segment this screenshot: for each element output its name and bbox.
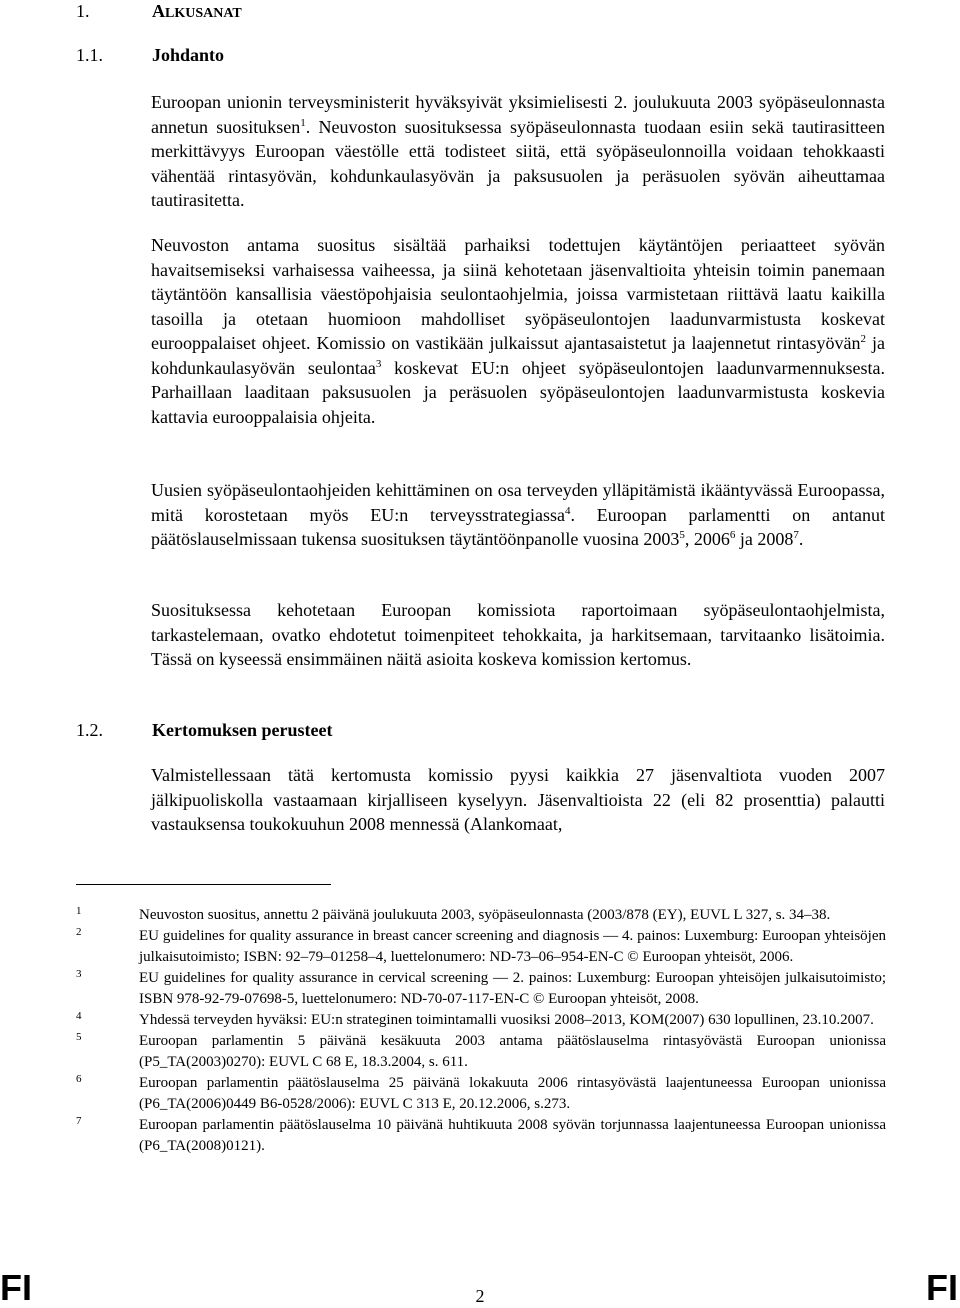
- footnote-number: 6: [76, 1073, 82, 1085]
- footnote-text: Yhdessä terveyden hyväksi: EU:n strateginen toimintamalli vuosiksi 2008–2013, KOM(2007) 630 lopullinen, 23.10.2007.: [139, 1012, 874, 1028]
- footnote: [76, 905, 886, 926]
- section-number: 1.1.: [76, 45, 103, 65]
- footnote-number: 2: [76, 926, 82, 938]
- section-title: Johdanto: [152, 45, 225, 65]
- section-number: 1.: [76, 1, 90, 21]
- footnote-ref[interactable]: 1: [300, 116, 306, 129]
- footnote-text: EU guidelines for quality assurance in cervical screening — 2. painos: Luxemburg: Euroopan yhteisöjen julkaisutoimisto; ISBN 978-92-79-07698-5, luettelonumero: ND-70-07-117-EN-C © Euroopan yhteisöt, 2008.: [139, 970, 886, 1007]
- footnote-ref[interactable]: 7: [793, 529, 799, 541]
- footnote: [76, 1010, 886, 1031]
- footnote: [76, 926, 886, 968]
- paragraph-intro: Euroopan unionin terveysministerit hyväksyivät yksimielisesti 2. joulukuuta 2003 syöpäseulonnasta annetun suosituksen$^1$. Neuvoston suosituksessa syöpäseulonnasta tuodaan esiin sekä tautirasitteen merkittävyys Euroopan väestölle että todisteet siitä, että syöpäseulonnoilla voidaan tehokkaasti vähentää rintasyövän, kohdunkaulasyövän ja paksusuolen ja peräsuolen syövän aiheuttamaa tautirasitetta.: [151, 92, 885, 210]
- section-number: 1.2.: [76, 720, 103, 740]
- paragraph-basis: Valmistellessaan tätä kertomusta komissio pyysi kaikkia 27 jäsenvaltiota vuoden 2007 jälkipuoliskolla vastaamaan kirjalliseen kyselyyn. Jäsenvaltioista 22 (eli 82 prosenttia) palautti vastauksensa toukokuuhun 2008 mennessä (Alankomaat,: [151, 765, 885, 834]
- language-code-right: FI: [926, 1267, 958, 1308]
- footnote-ref[interactable]: 3: [375, 357, 382, 370]
- footnote-number: 5: [76, 1031, 82, 1043]
- footnotes: [76, 905, 886, 1157]
- section-title: ALKUSANAT: [152, 1, 242, 21]
- language-code-left: FI: [0, 1267, 32, 1308]
- page-number: 2: [475, 1286, 485, 1306]
- paragraph-recommendation: Neuvoston antama suositus sisältää parhaiksi todettujen käytäntöjen periaatteet syövän havaitsemiseksi varhaisessa vaiheessa, ja siinä kehotetaan jäsenvaltioita yhteisin toimin panemaan täytäntöön kansallisia väestöpohjaisia seulontaohjelmia, joissa varmistetaan riittävä laatu kaikilla tasoilla ja otetaan huomioon mahdolliset syöpäseulontojen laadunvarmistusta koskevat eurooppalaiset ohjeet. Komissio on vastikään julkaissut ajantasaistetut ja laajennetut rintasyövän$^2$ ja kohdunkaulasyövän seulontaa$^3$ koskevat EU:n ohjeet syöpäseulontojen laadunvarmennuksesta. Parhaillaan laaditaan paksusuolen ja peräsuolen syöpäseulontojen laadunvarmistusta koskevia kattavia eurooppalaisia ohjeita.: [151, 235, 885, 427]
- footnote-number: 4: [76, 1010, 82, 1022]
- footnote-ref[interactable]: 2: [860, 333, 866, 345]
- footnote-ref[interactable]: 4: [564, 504, 571, 517]
- paragraph-guidelines: Uusien syöpäseulontaohjeiden kehittäminen on osa terveyden ylläpitämistä ikääntyvässä Euroopassa, mitä korostetaan myös EU:n terveysstrategiassa$^4$. Euroopan parlamentti on antanut päätöslauselmissaan tukensa suosituksen täytäntöönpanolle vuosina 2003$^5$, 2006$^6$ ja 2008$^7$.: [151, 480, 885, 549]
- footnote-separator: [76, 884, 331, 885]
- footnote: [76, 1115, 886, 1157]
- footnote: [76, 1073, 886, 1115]
- footnote-text: Euroopan parlamentin päätöslauselma 10 päivänä huhtikuuta 2008 syövän torjunnassa laajentuneessa Euroopan unionissa (P6_TA(2008)0121).: [139, 1117, 886, 1154]
- footnote-ref[interactable]: 6: [729, 529, 736, 541]
- footnote-text: EU guidelines for quality assurance in breast cancer screening and diagnosis — 4. painos: Luxemburg: Euroopan yhteisöjen julkaisutoimisto; ISBN: 92–79–01258–4, luettelonumero: ND-73–06–954-EN-C © Euroopan yhteisöt, 2006.: [139, 928, 886, 965]
- footnote: [76, 968, 886, 1010]
- footnote-number: 1: [76, 905, 82, 917]
- section-title: Kertomuksen perusteet: [152, 720, 333, 740]
- footnote-text: Euroopan parlamentin päätöslauselma 25 päivänä lokakuuta 2006 rintasyövästä laajentuneessa Euroopan unionissa (P6_TA(2006)0449 B6-0528/2006): EUVL C 313 E, 20.12.2006, s.273.: [139, 1075, 886, 1112]
- footnote-ref[interactable]: 5: [679, 529, 685, 541]
- footnote-number: 7: [76, 1115, 82, 1127]
- footnote: [76, 1031, 886, 1073]
- paragraph-report: Suosituksessa kehotetaan Euroopan komissiota raportoimaan syöpäseulontaohjelmista, tarkastelemaan, ovatko ehdotetut toimenpiteet tehokkaita, ja harkitsemaan, tarvitaanko lisätoimia. Tässä on kyseessä ensimmäinen näitä asioita koskeva komission kertomus.: [151, 600, 885, 669]
- footnote-text: Euroopan parlamentin 5 päivänä kesäkuuta 2003 antama päätöslauselma rintasyövästä Euroopan unionissa (P5_TA(2003)0270): EUVL C 68 E, 18.3.2004, s. 611.: [139, 1033, 886, 1070]
- footnote-text: Neuvoston suositus, annettu 2 päivänä joulukuuta 2003, syöpäseulonnasta (2003/878 (EY), EUVL L 327, s. 34–38.: [139, 907, 831, 923]
- footnote-number: 3: [76, 968, 82, 980]
